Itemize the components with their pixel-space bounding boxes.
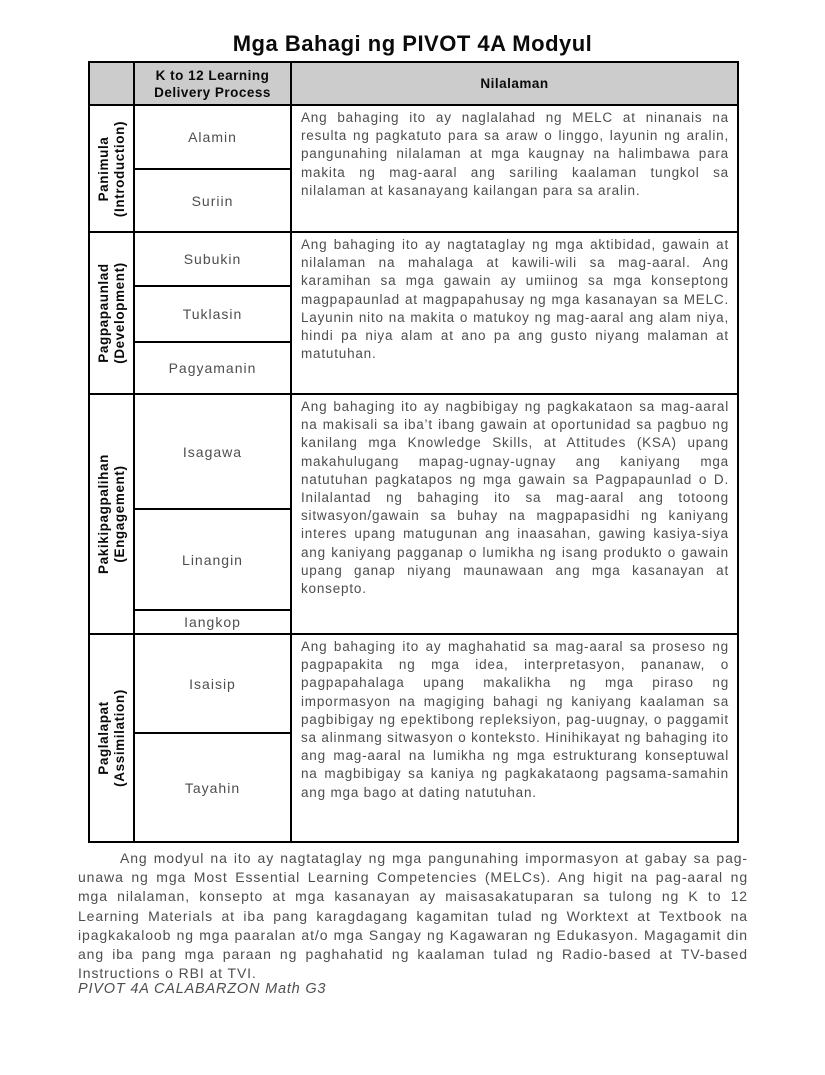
stage-name: Panimula xyxy=(95,136,111,201)
table-row xyxy=(89,232,738,286)
table-row xyxy=(89,394,738,509)
table-row xyxy=(89,634,738,733)
content-cell-paglalapat: Ang bahaging ito ay maghahatid sa mag-aaral sa proseso ng pagpapakita ng mga idea, interpretasyon, pananaw, o pagpapahalaga upang makalikha ng mga piraso ng impormasyon na magiging bahagi ng kaniyang kaalaman sa pagbibigay ng epektibong repleksiyon, pag-uugnay, o paggamit sa alinmang sitwasyon o konteksto. Hinihikayat ng bahaging ito ang mag-aaral na lumikha ng mga estrukturang konseptuwal na magbibigay sa kaniya ng pagkakataong pagsama-samahin ang mga bago at dating natutuhan. xyxy=(291,634,738,842)
footer-text: PIVOT 4A CALABARZON Math G3 xyxy=(78,981,327,997)
table-row xyxy=(89,105,738,169)
table-header-row xyxy=(89,62,738,105)
content-cell-pagpapaunlad: Ang bahaging ito ay nagtataglay ng mga aktibidad, gawain at nilalaman na mahalaga at kawili-wili sa mag-aaral. Ang karamihan sa mga gawain ay umiinog sa mga konseptong magpapaunlad at magpapahusay ng mga kasanayan sa MELC. Layunin nito na makita o matukoy ng mag-aaral ang alam niya, hindi pa niya alam at ano pa ang gusto niyang malaman at matutuhan. xyxy=(291,232,738,394)
process-cell-isagawa: Isagawa xyxy=(134,394,291,509)
stage-label-panimula xyxy=(96,120,128,216)
page-title: Mga Bahagi ng PIVOT 4A Modyul xyxy=(232,31,593,56)
stage-name-english: (Introduction) xyxy=(111,120,127,217)
stage-cell-pagpapaunlad xyxy=(89,232,134,394)
stage-label-paglalapat xyxy=(96,689,128,787)
closing-paragraph: Ang modyul na ito ay nagtataglay ng mga pangunahing impormasyon at gabay sa pag-unawa ng mga Most Essential Learning Competencies (MELCs). Ang higit na pag-aaral ng mga nilalaman, konsepto at mga kasanayan ay maisasakatuparan sa tulong ng K to 12 Learning Materials at iba pang karagdagang kagamitan tulad ng Worktext at Textbook na ipagkakaloob ng mga paaralan at/o mga Sangay ng Kagawaran ng Edukasyon. Magagamit din ang iba pang mga paraan ng paghahatid ng kaalaman tulad ng Radio-based at TV-based Instructions o RBI at TVI. xyxy=(78,850,748,982)
stage-cell-panimula xyxy=(89,105,134,232)
process-cell-tuklasin: Tuklasin xyxy=(134,286,291,342)
process-cell-iangkop: Iangkop xyxy=(134,610,291,634)
table-header-content: Nilalaman xyxy=(291,62,738,105)
process-cell-pagyamanin: Pagyamanin xyxy=(134,342,291,394)
content-cell-panimula: Ang bahaging ito ay naglalahad ng MELC at ninanais na resulta ng pagkatuto para sa araw o linggo, layunin ng aralin, pangunahing nilalaman at mga kaugnay na halimbawa para makita ng mag-aaral ang sariling kaalaman tungkol sa nilalaman at kasanayang kailangan para sa aralin. xyxy=(291,105,738,232)
table-header-corner xyxy=(89,62,134,105)
stage-cell-pakikipagpalihan xyxy=(89,394,134,634)
table-header-process: K to 12 Learning Delivery Process xyxy=(134,62,291,105)
process-cell-alamin: Alamin xyxy=(134,105,291,169)
stage-label-pakikipagpalihan xyxy=(96,454,128,574)
stage-name: Paglalapat xyxy=(95,701,111,775)
content-cell-pakikipagpalihan: Ang bahaging ito ay nagbibigay ng pagkakataon sa mag-aaral na makisali sa iba’t ibang gawain at oportunidad sa pagbuo ng kanilang mga Knowledge Skills, at Attitudes (KSA) upang makahulugang mapag-ugnay-ugnay ang kaniyang mga natutuhan pagkatapos ng mga gawain sa Pagpapaunlad o D. Inilalantad ng bahaging ito sa mag-aaral ang totoong sitwasyon/gawain sa buhay na magpapasidhi ng kaniyang interes upang matugunan ang inaasahan, gawing kasiya-siya ang kaniyang pagganap o lumikha ng isang produkto o gawain upang ganap niyang maunawaan ang mga kasanayan at konsepto. xyxy=(291,394,738,634)
stage-label-pagpapaunlad xyxy=(96,262,128,364)
process-cell-isaisip: Isaisip xyxy=(134,634,291,733)
process-cell-suriin: Suriin xyxy=(134,169,291,232)
stage-name-english: (Development) xyxy=(111,262,127,364)
stage-name: Pakikipagpalihan xyxy=(95,454,111,574)
process-cell-tayahin: Tayahin xyxy=(134,733,291,842)
module-parts-table xyxy=(88,61,739,843)
stage-name-english: (Assimilation) xyxy=(111,689,127,787)
stage-name: Pagpapaunlad xyxy=(95,263,111,363)
process-cell-linangin: Linangin xyxy=(134,509,291,610)
stage-name-english: (Engagement) xyxy=(111,465,127,563)
process-cell-subukin: Subukin xyxy=(134,232,291,286)
stage-cell-paglalapat xyxy=(89,634,134,842)
